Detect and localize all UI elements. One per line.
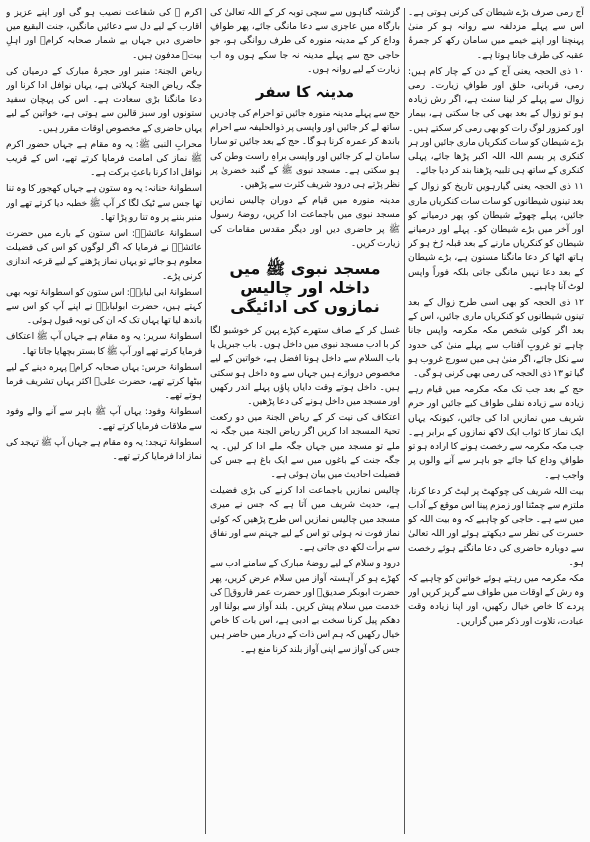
paragraph: اسطوانۂ حنانہ: یہ وہ ستون ہے جہاں کھجور کا وہ تنا تھا جس سے ٹیک لگا کر آپ ﷺ خطبہ دیا کرتے تھے اور منبر بننے پر وہ تنا رو پڑا تھا۔ [6, 183, 202, 223]
column-divider [404, 8, 405, 834]
paragraph: اسطوانۂ حرس: یہاں صحابہ کرامؓ پہرہ دینے کے لیے بیٹھا کرتے تھے، حضرت علیؓ اکثر یہاں تشریف فرما ہوتے تھے۔ [6, 361, 202, 402]
paragraph: حج سے پہلے مدینہ منورہ جائیں تو احرام کی چادریں ساتھ لے کر جائیں اور واپسی پر ذوالحلیفہ سے احرام باندھ کر عمرہ کرنا ہو گا۔ حج کے بعد جائیں تو سارا سامان لے کر جائیں اور واپسی براہِ راست وطن کی ہو سکتی ہے۔ مسجد نبوی ﷺ کے گنبد خضریٰ پر نظر پڑتے ہی درود شریف کثرت سے پڑھیں۔ [210, 108, 400, 191]
paragraph: مدینہ منورہ میں قیام کے دوران چالیس نمازیں مسجد نبوی میں باجماعت ادا کریں، روضۂ رسول ﷺ پر حاضری دیں اور دیگر مقدس مقامات کی زیارت کریں۔ [210, 195, 400, 249]
column-middle [210, 6, 400, 836]
paragraph: اعتکاف کی نیت کر کے ریاض الجنۃ میں دو رکعت تحیۃ المسجد ادا کریں اگر ریاض الجنۃ میں جگہ نہ ملے تو مسجد میں جہاں جگہ ملے ادا کر لیں۔ یہ جگہ جنت کے باغوں میں سے ایک باغ ہے جس کی فضیلت احادیث میں بیان ہوئی ہے۔ [210, 412, 400, 481]
section-heading: مسجد نبوی ﷺ میں داخلہ اور چالیس نمازوں کی ادائیگی [229, 259, 381, 317]
paragraph: اسطوانۂ عائشہؓ: اس ستون کے بارے میں حضرت عائشہؓ نے فرمایا کہ اگر لوگوں کو اس کی فضیلت معلوم ہو جائے تو یہاں نماز پڑھنے کے لیے قرعہ اندازی کرنی پڑے۔ [6, 228, 202, 282]
paragraph: گزشتہ گناہوں سے سچی توبہ کر کے اللہ تعالیٰ کی بارگاہ میں عاجزی سے دعا مانگی جائے، پھر طوافِ وداع کر کے مدینہ منورہ کی طرف روانگی ہو، جو حاجی حج سے پہلے مدینہ نہ جا سکے ہوں وہ اب زیارت کے لیے روانہ ہوں۔ [210, 7, 400, 75]
paragraph: آج رمی صرف بڑے شیطان کی کرنی ہوتی ہے۔ اس سے پہلے مزدلفہ سے روانہ ہو کر منیٰ پہنچنا اور اپنے خیمے میں سامان رکھ کر جمرۂ عقبہ کی طرف جانا ہوتا ہے۔ [408, 7, 584, 61]
paragraph: محرابِ النبی ﷺ: یہ وہ مقام ہے جہاں حضور اکرم ﷺ نماز کی امامت فرمایا کرتے تھے، اس کے قریب نوافل ادا کرنا باعثِ برکت ہے۔ [6, 138, 202, 179]
column-right [408, 6, 584, 836]
paragraph: اسطوانۂ ابی لبابہؓ: اس ستون کو اسطوانۂ توبہ بھی کہتے ہیں، حضرت ابولبابہؓ نے اپنے آپ کو اس سے باندھ لیا تھا یہاں تک کہ ان کی توبہ قبول ہوئی۔ [6, 286, 202, 327]
paragraph: غسل کر کے صاف ستھرے کپڑے پہن کر خوشبو لگا کر با ادب مسجد نبوی میں داخل ہوں۔ باب جبریل یا باب السلام سے داخل ہونا افضل ہے، خواتین کے لیے مخصوص دروازے ہیں جہاں سے وہ داخل ہو سکتی ہیں۔ داخل ہوتے وقت دایاں پاؤں پہلے اندر رکھیں اور مسجد میں داخل ہونے کی دعا پڑھیں۔ [210, 325, 400, 408]
paragraph: حج کے بعد جب تک مکہ مکرمہ میں قیام رہے زیادہ سے زیادہ نفلی طواف کیے جائیں اور حرم شریف میں نمازیں ادا کی جائیں، کیونکہ یہاں ایک نماز کا ثواب ایک لاکھ نمازوں کے برابر ہے۔ جب مکہ مکرمہ سے رخصت ہونے کا ارادہ ہو تو طوافِ وداع کیا جائے جو باہر سے آنے والوں پر واجب ہے۔ [408, 384, 584, 481]
paragraph: مکہ مکرمہ میں رہتے ہوئے خواتین کو چاہیے کہ وہ رش کے اوقات میں طواف سے گریز کریں اور پردے کا خاص خیال رکھیں، اور اپنا زیادہ وقت عبادت، تلاوت اور ذکر میں گزاریں۔ [408, 572, 584, 627]
paragraph: اسطوانۂ تہجد: یہ وہ مقام ہے جہاں آپ ﷺ تہجد کی نماز ادا فرمایا کرتے تھے۔ [6, 436, 202, 463]
column-divider [205, 8, 206, 834]
paragraph: درود و سلام کے لیے روضۂ مبارک کے سامنے ادب سے کھڑے ہو کر آہستہ آواز میں سلام عرض کریں، پھر حضرت ابوبکر صدیقؓ اور حضرت عمر فاروقؓ کی خدمت میں سلام پیش کریں۔ بلند آواز سے بولنا اور دھکم پیل کرنا سخت بے ادبی ہے، اس بات کا خاص خیال رکھیں کہ ہم اس ذات کے دربار میں حاضر ہیں جس کی آواز سے اپنی آواز بلند کرنا منع ہے۔ [210, 558, 400, 655]
paragraph: اسطوانۂ سریر: یہ وہ مقام ہے جہاں آپ ﷺ اعتکاف فرمایا کرتے تھے اور آپ ﷺ کا بستر بچھایا جاتا تھا۔ [6, 331, 202, 357]
paragraph: ۱۲ ذی الحجہ کو بھی اسی طرح زوال کے بعد تینوں شیطانوں کو کنکریاں ماری جائیں، اس کے بعد اگر کوئی شخص مکہ مکرمہ واپس جانا چاہے تو غروبِ آفتاب سے پہلے منیٰ کی حدود سے نکل جائے، اگر منیٰ ہی میں سورج غروب ہو گیا تو ۱۳ ذی الحجہ کی رمی بھی کرنی ہو گی۔ [408, 297, 584, 380]
paragraph: بیت اللہ شریف کی چوکھٹ پر لپٹ کر دعا کرنا، ملتزم سے چمٹنا اور زمزم پینا اس موقع کے آداب میں سے ہے۔ حاجی کو چاہیے کہ وہ بیت اللہ کو حسرت کی نظر سے دیکھتے ہوئے اور اللہ تعالیٰ سے دوبارہ حاضری کی دعا مانگتے ہوئے رخصت ہو۔ [408, 485, 584, 568]
column-left [6, 6, 202, 836]
paragraph: ۱۰ ذی الحجہ یعنی آج کے دن کے چار کام ہیں: رمی، قربانی، حلق اور طوافِ زیارت۔ رمی زوال سے پہلے کر لینا سنت ہے، اگر رش زیادہ ہو تو زوال کے بعد بھی کی جا سکتی ہے، بیمار اور کمزور لوگ رات کو بھی رمی کر سکتے ہیں۔ بڑے شیطان کو سات کنکریاں ماری جائیں اور ہر کنکری پر بسم اللہ اللہ اکبر پڑھا جائے، پہلی کنکری کے ساتھ ہی تلبیہ پڑھنا بند کر دیا جائے۔ [408, 65, 584, 177]
section-heading: مدینہ کا سفر [255, 83, 355, 102]
paragraph: اکرم ﷺ کی شفاعت نصیب ہو گی اور اپنے عزیز و اقارب کے لیے دل سے دعائیں مانگیں، جنت البقیع میں حاضری دیں جہاں بے شمار صحابہ کرامؓ اور اہلِ بیتؓ مدفون ہیں۔ [6, 7, 202, 61]
paragraph: اسطوانۂ وفود: یہاں آپ ﷺ باہر سے آنے والے وفود سے ملاقات فرمایا کرتے تھے۔ [6, 406, 202, 432]
paragraph: ۱۱ ذی الحجہ یعنی گیارہویں تاریخ کو زوال کے بعد تینوں شیطانوں کو سات سات کنکریاں ماری جائیں، پہلے چھوٹے شیطان کو، پھر درمیانے کو اور آخر میں بڑے شیطان کو۔ پہلے اور درمیانے شیطان کو کنکریاں مارنے کے بعد قبلہ رُخ ہو کر ہاتھ اٹھا کر دعا مانگنا مسنون ہے، بڑے شیطان کے بعد دعا نہیں مانگی جاتی بلکہ فوراً واپس لوٹ آنا چاہیے۔ [408, 181, 584, 292]
paragraph: چالیس نمازیں باجماعت ادا کرنے کی بڑی فضیلت ہے، حدیث شریف میں آتا ہے کہ جس نے میری مسجد میں چالیس نمازیں اس طرح پڑھیں کہ کوئی نماز فوت نہ ہوئی تو اس کے لیے جہنم سے اور نفاق سے برأت لکھ دی جاتی ہے۔ [210, 485, 400, 554]
paragraph: ریاض الجنۃ: منبر اور حجرۂ مبارک کے درمیان کی جگہ ریاض الجنۃ کہلاتی ہے، یہاں نوافل ادا کرنا اور دعا مانگنا بڑی سعادت ہے۔ اس کی پہچان سفید ستونوں اور سبز قالین سے ہوتی ہے، خواتین کے لیے یہاں حاضری کے مخصوص اوقات مقرر ہیں۔ [6, 65, 202, 134]
